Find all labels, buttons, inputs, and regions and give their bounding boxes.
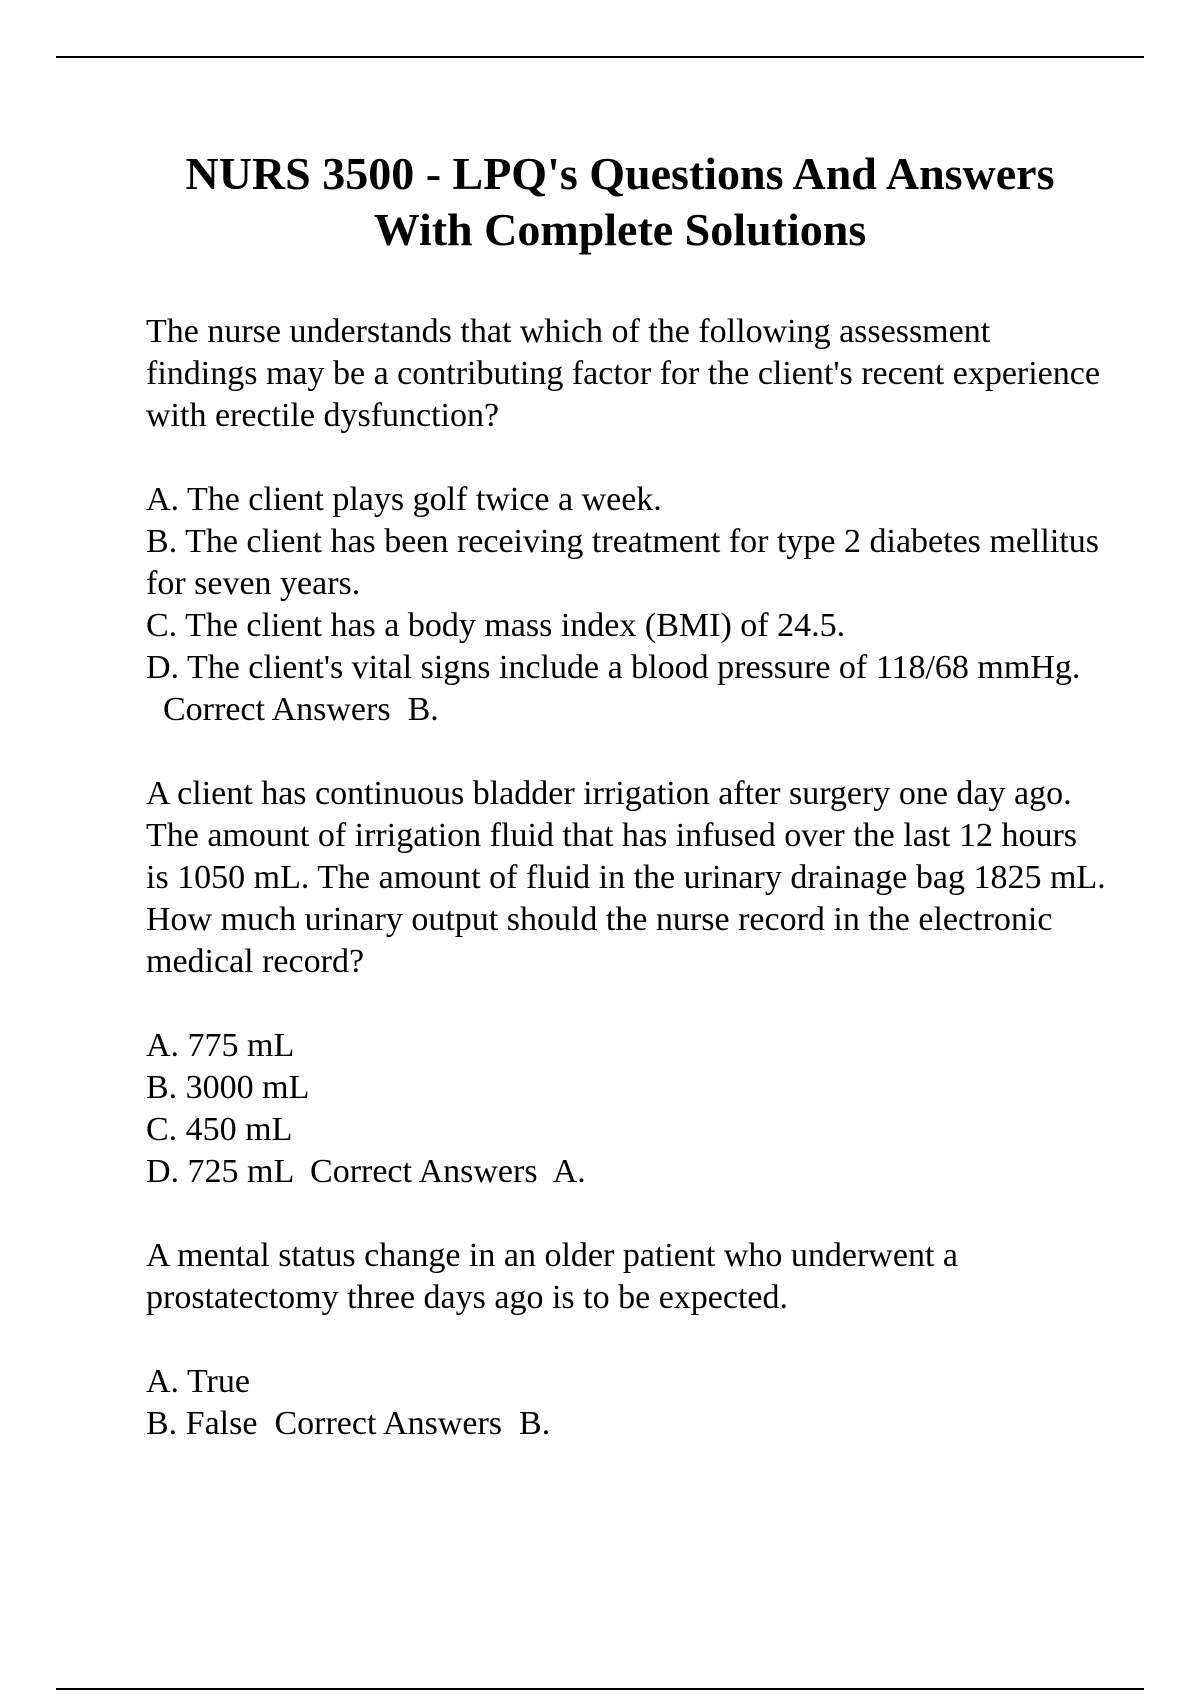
question-2 — [146, 773, 1106, 1193]
option-d-text: D. 725 mL — [146, 1153, 294, 1190]
option-list — [146, 479, 1106, 731]
question-list — [146, 311, 1106, 1487]
option-b: B. The client has been receiving treatment for type 2 diabetes mellitus for seven years. — [146, 523, 1099, 602]
option-b-text: B. False — [146, 1405, 258, 1442]
option-b: B. 3000 mL — [146, 1069, 310, 1106]
answer-label: Correct Answers — [274, 1405, 503, 1442]
bottom-rule — [56, 1688, 1144, 1690]
answer-value: A. — [552, 1153, 586, 1190]
option-a: A. The client plays golf twice a week. — [146, 481, 662, 518]
question-text: A client has continuous bladder irrigation after surgery one day ago. The amount of irrigation fluid that has infused over the last 12 hours is 1050 mL. The amount of fluid in the urinary drainage bag 1825 mL. How much urinary output should the nurse record in the electronic medical record? — [146, 775, 1106, 980]
question-text: A mental status change in an older patient who underwent a prostatectomy three days ago is to be expected. — [146, 1237, 958, 1316]
question-text: The nurse understands that which of the following assessment findings may be a contributing factor for the client's recent experience with erectile dysfunction? — [146, 313, 1100, 434]
option-list — [146, 1361, 1106, 1445]
option-list — [146, 1025, 1106, 1193]
answer-value: B. — [519, 1405, 551, 1442]
question-3 — [146, 1235, 1106, 1445]
option-c: C. The client has a body mass index (BMI) of 24.5. — [146, 607, 846, 644]
answer-label: Correct Answers — [310, 1153, 538, 1190]
option-b — [146, 1403, 1106, 1445]
option-a: A. True — [146, 1363, 250, 1400]
title-line-1: NURS 3500 - LPQ's Questions And Answers — [185, 148, 1055, 199]
option-d-text: D. The client's vital signs include a blood pressure of 118/68 mmHg. — [146, 649, 1081, 686]
question-1 — [146, 311, 1106, 731]
option-a: A. 775 mL — [146, 1027, 295, 1064]
option-c: C. 450 mL — [146, 1111, 293, 1148]
title-line-2: With Complete Solutions — [373, 204, 867, 255]
top-rule — [56, 56, 1144, 58]
option-d — [146, 647, 1106, 731]
answer-label: Correct Answers — [163, 691, 391, 728]
document-title — [130, 146, 1110, 258]
option-d — [146, 1151, 1106, 1193]
answer-value: B. — [407, 691, 439, 728]
